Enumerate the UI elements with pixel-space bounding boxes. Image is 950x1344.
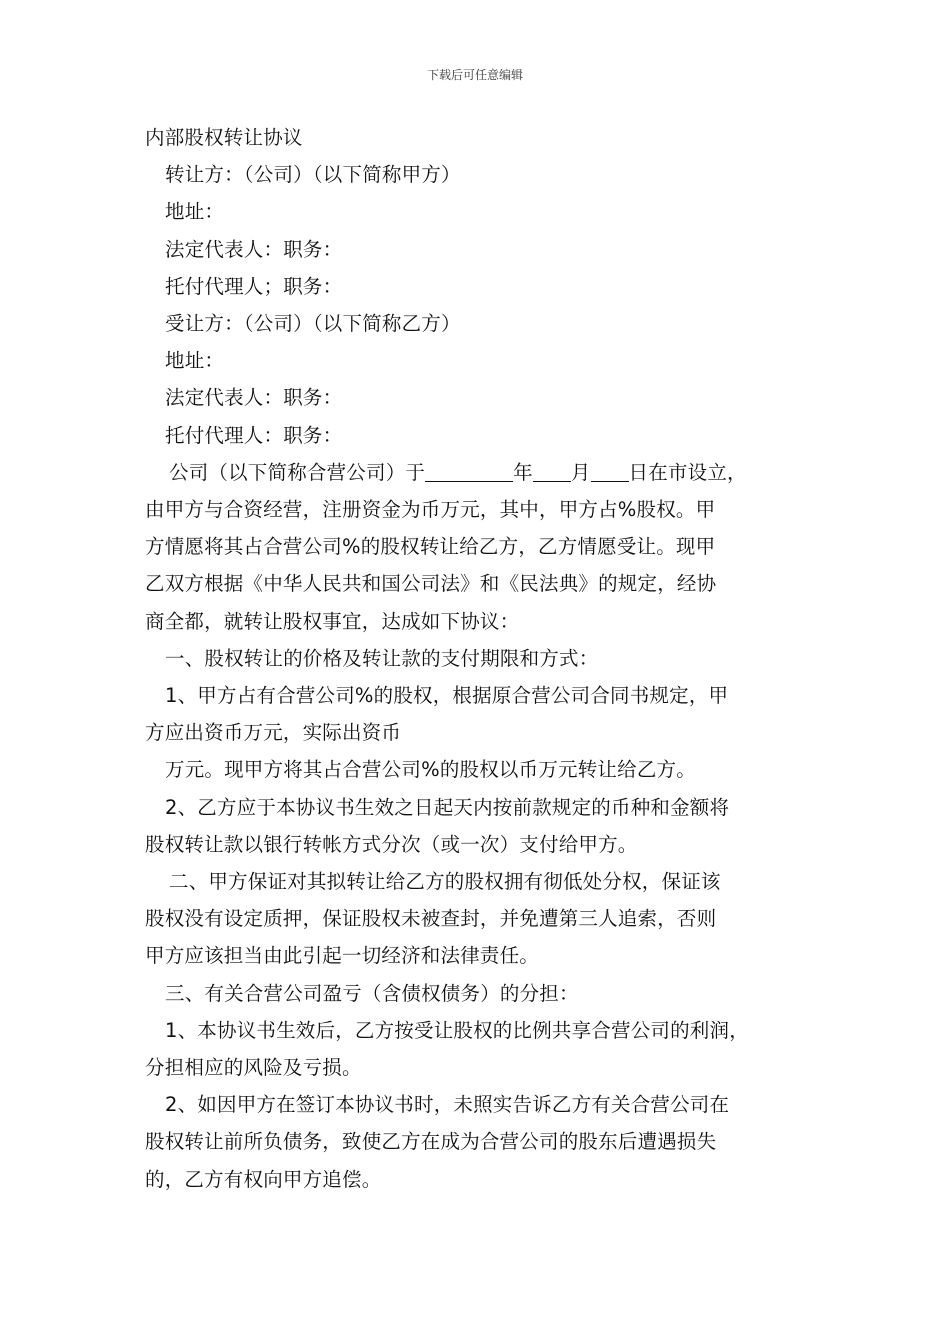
day-label: 日在市设立， bbox=[628, 460, 747, 484]
intro-line-5: 商全都，就转让股权事宜，达成如下协议： bbox=[145, 609, 520, 633]
section-3-item-2-line-1: 2、如因甲方在签订本协议书时，未照实告诉乙方有关合营公司在 bbox=[165, 1093, 730, 1117]
intro-line-1 bbox=[145, 454, 810, 491]
section-3-item-1-line-2: 分担相应的风险及亏损。 bbox=[145, 1056, 362, 1080]
intro-line-3: 方情愿将其占合营公司%的股权转让给乙方，乙方情愿受让。现甲 bbox=[145, 535, 716, 559]
section-2-line-1: 二、甲方保证对其拟转让给乙方的股权拥有彻低处分权，保证该 bbox=[169, 870, 721, 894]
intro-line-2: 由甲方与合资经营，注册资金为币万元，其中，甲方占%股权。甲 bbox=[145, 498, 716, 522]
date-year-blank bbox=[425, 461, 513, 482]
transferor-address: 地址： bbox=[165, 200, 225, 224]
section-1-item-1-line-2: 方应出资币万元，实际出资币 bbox=[145, 721, 402, 745]
transferee-agent: 托付代理人：职务： bbox=[165, 423, 343, 447]
section-3-item-1-line-1: 1、本协议书生效后，乙方按受让股权的比例共享合营公司的利润， bbox=[165, 1018, 749, 1042]
transferor-agent: 托付代理人；职务： bbox=[165, 274, 343, 298]
document-body bbox=[145, 119, 810, 1198]
section-1-item-1-line-3: 万元。现甲方将其占合营公司%的股权以币万元转让给乙方。 bbox=[165, 758, 696, 782]
section-3-heading: 三、有关合营公司盈亏（含债权债务）的分担： bbox=[165, 981, 579, 1005]
document-title: 内部股权转让协议 bbox=[145, 126, 303, 149]
month-label: 月 bbox=[570, 460, 591, 484]
section-1-item-1-line-1: 1、甲方占有合营公司%的股权，根据原合营公司合同书规定，甲 bbox=[165, 684, 729, 708]
section-1-heading: 一、股权转让的价格及转让款的支付期限和方式： bbox=[165, 646, 599, 670]
section-3-item-2-line-2: 股权转让前所负债务，致使乙方在成为合营公司的股东后遭遇损失 bbox=[145, 1130, 717, 1154]
date-month-blank bbox=[533, 461, 571, 482]
transferor-representative: 法定代表人：职务： bbox=[165, 237, 343, 261]
date-day-blank bbox=[591, 461, 629, 482]
transferor-line: 转让方：（公司）（以下简称甲方） bbox=[165, 163, 461, 187]
intro-line-4: 乙双方根据《中华人民共和国公司法》和《民法典》的规定，经协 bbox=[145, 572, 717, 596]
section-2-line-3: 甲方应该担当由此引起一切经济和法律责任。 bbox=[145, 944, 540, 968]
section-1-item-2-line-2: 股权转让款以银行转帐方式分次（或一次）支付给甲方。 bbox=[145, 832, 638, 856]
year-label: 年 bbox=[513, 460, 533, 484]
page-header: 下载后可任意编辑 bbox=[426, 68, 523, 82]
intro-text: 公司（以下简称合营公司）于 bbox=[169, 460, 426, 484]
transferee-line: 受让方：（公司）（以下简称乙方） bbox=[165, 312, 461, 336]
section-3-item-2-line-3: 的，乙方有权向甲方追偿。 bbox=[145, 1167, 382, 1191]
section-2-line-2: 股权没有设定质押，保证股权未被查封，并免遭第三人追索，否则 bbox=[145, 907, 717, 931]
transferee-address: 地址： bbox=[165, 349, 225, 373]
section-1-item-2-line-1: 2、乙方应于本协议书生效之日起天内按前款规定的币种和金额将 bbox=[165, 795, 730, 819]
transferee-representative: 法定代表人：职务： bbox=[165, 386, 343, 410]
